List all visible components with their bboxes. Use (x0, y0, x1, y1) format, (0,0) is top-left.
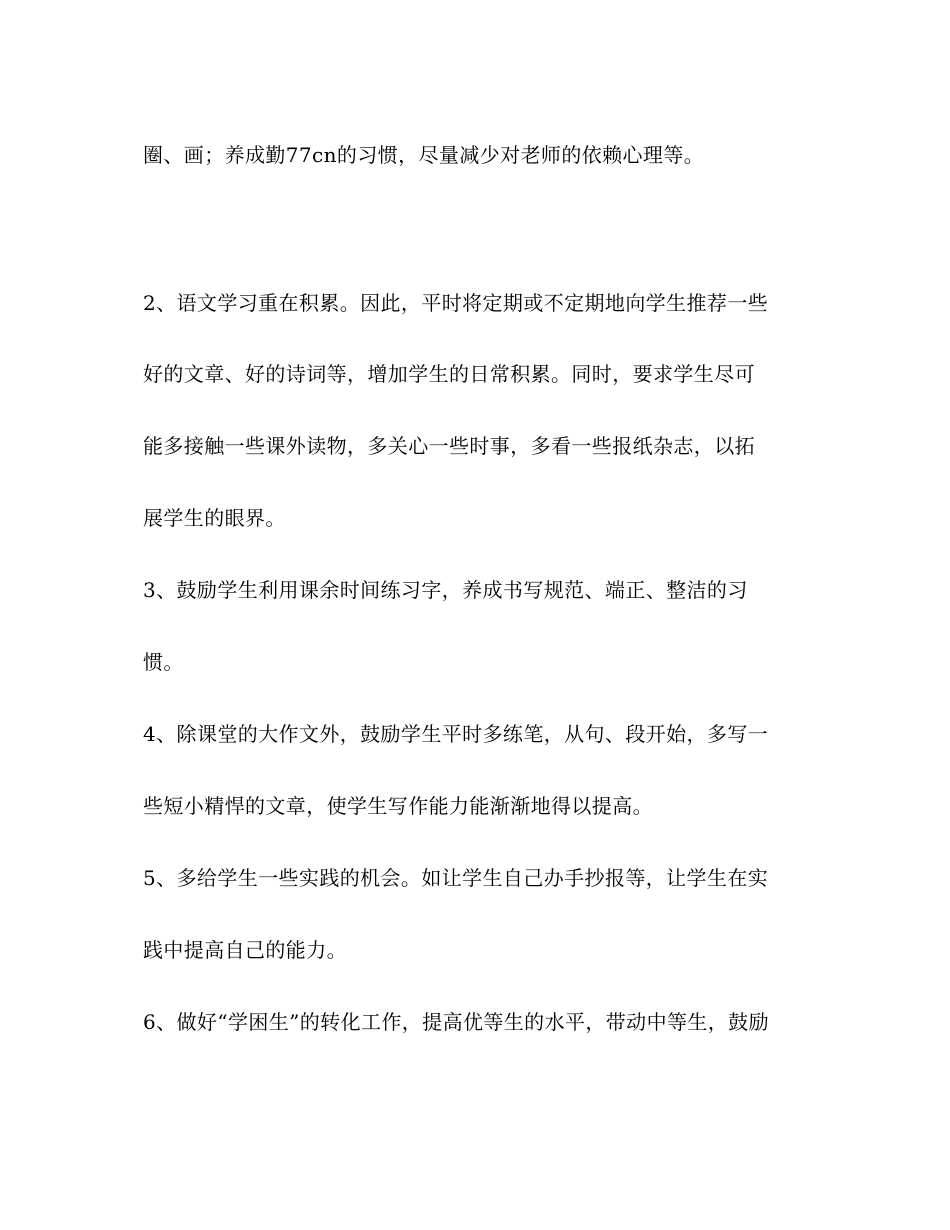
text-line: 圈、画；养成勤77cn的习惯，尽量减少对老师的依赖心理等。 (143, 143, 705, 167)
text-line: 践中提高自己的能力。 (143, 938, 347, 962)
text-line: 4、除课堂的大作文外，鼓励学生平时多练笔，从句、段开始，多写一 (143, 722, 769, 746)
text-line: 些短小精悍的文章，使学生写作能力能渐渐地得以提高。 (143, 794, 653, 818)
text-line: 惯。 (143, 650, 184, 674)
text-line: 能多接触一些课外读物，多关心一些时事，多看一些报纸杂志，以拓 (143, 434, 755, 458)
text-line: 5、多给学生一些实践的机会。如让学生自己办手抄报等，让学生在实 (143, 866, 769, 890)
text-line: 展学生的眼界。 (143, 506, 286, 530)
text-line: 3、鼓励学生利用课余时间练习字，养成书写规范、端正、整洁的习 (143, 578, 748, 602)
text-line: 好的文章、好的诗词等，增加学生的日常积累。同时，要求学生尽可 (143, 362, 755, 386)
text-line: 6、做好“学困生”的转化工作，提高优等生的水平，带动中等生，鼓励 (143, 1010, 769, 1034)
text-line: 2、语文学习重在积累。因此，平时将定期或不定期地向学生推荐一些 (143, 291, 769, 315)
